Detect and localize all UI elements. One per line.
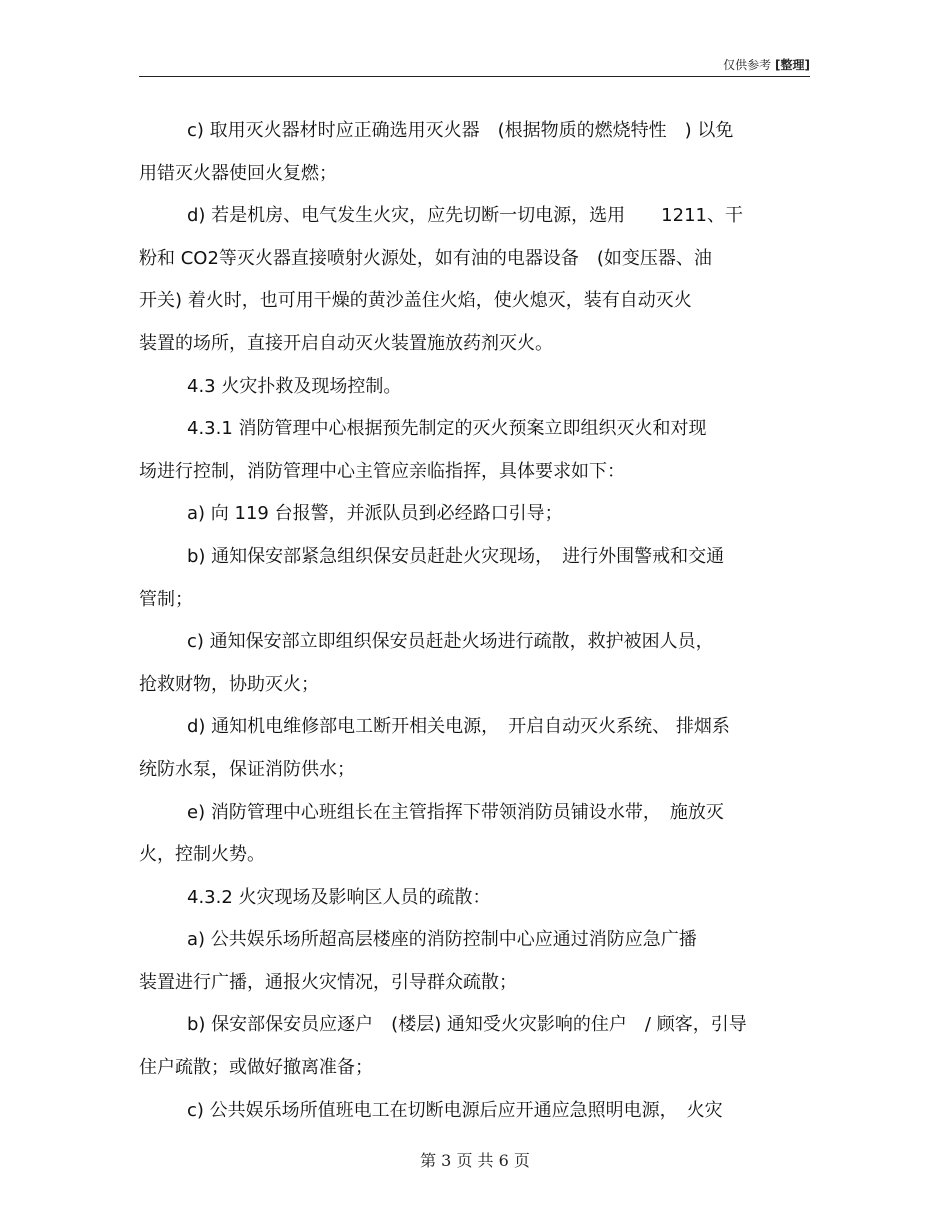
text-line: a) 公共娱乐场所超高层楼座的消防控制中心应通过消防应急广播 [187, 929, 697, 951]
text-line: 统防水泵，保证消防供水； [139, 758, 355, 780]
text-line: 场进行控制，消防管理中心主管应亲临指挥，具体要求如下： [139, 460, 625, 482]
text-line: b) 通知保安部紧急组织保安员赶赴火灾现场， 进行外围警戒和交通 [187, 545, 725, 567]
text-line: c) 公共娱乐场所值班电工在切断电源后应开通应急照明电源， 火灾 [187, 1099, 723, 1121]
text-line: 4.3.2 火灾现场及影响区人员的疏散： [187, 886, 491, 908]
text-line: 管制； [139, 588, 193, 610]
header-note: 仅供参考 [723, 58, 772, 72]
text-line: 4.3 火灾扑救及现场控制。 [187, 375, 402, 397]
header-rule [139, 76, 810, 77]
text-line: 住户疏散；或做好撤离准备； [139, 1057, 373, 1079]
text-line: 粉和 CO2等灭火器直接喷射火源处，如有油的电器设备 (如变压器、油 [139, 247, 712, 269]
text-line: 装置的场所，直接开启自动灭火装置施放药剂灭火。 [139, 332, 553, 354]
text-line: 开关) 着火时，也可用干燥的黄沙盖住火焰，使火熄灭，装有自动灭火 [139, 290, 692, 312]
text-line: 4.3.1 消防管理中心根据预先制定的灭火预案立即组织灭火和对现 [187, 418, 707, 440]
header-bracket: [整理] [775, 58, 810, 72]
text-line: 抢救财物，协助灭火； [139, 673, 319, 695]
text-line: d) 若是机房、电气发生火灾，应先切断一切电源，选用 1211、干 [187, 205, 743, 227]
text-line: 火，控制火势。 [139, 844, 265, 866]
page-header [723, 56, 810, 73]
body-text [139, 110, 811, 1132]
text-line: d) 通知机电维修部电工断开相关电源， 开启自动灭火系统、 排烟系 [187, 716, 730, 738]
text-line: c) 取用灭火器材时应正确选用灭火器 (根据物质的燃烧特性 ) 以免 [187, 120, 734, 141]
text-line: c) 通知保安部立即组织保安员赶赴火场进行疏散，救护被困人员， [187, 631, 714, 653]
text-line: 用错灭火器使回火复燃； [139, 162, 337, 184]
text-line: b) 保安部保安员应逐户 (楼层) 通知受火灾影响的住户 / 顾客，引导 [187, 1014, 747, 1036]
text-line: a) 向 119 台报警，并派队员到必经路口引导； [187, 503, 563, 525]
page-footer: 第 3 页 共 6 页 [420, 1151, 530, 1170]
text-line: e) 消防管理中心班组长在主管指挥下带领消防员铺设水带， 施放灭 [187, 801, 724, 823]
text-line: 装置进行广播，通报火灾情况，引导群众疏散； [139, 971, 517, 993]
